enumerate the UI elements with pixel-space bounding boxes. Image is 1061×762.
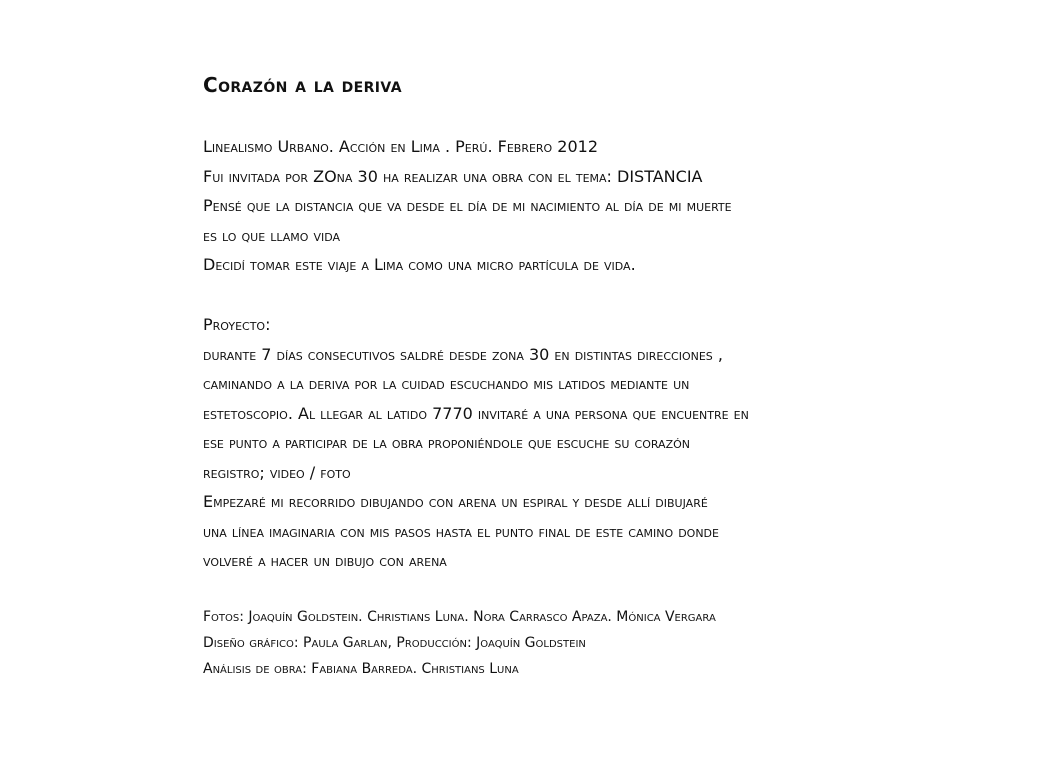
project-heading: Proyecto: [203, 315, 271, 334]
credit-analysis: Análisis de obra: Fabiana Barreda. Christians Luna [203, 661, 519, 677]
credit-design: Diseño gráfico: Paula Garlan, Producción: Joaquín Goldstein [203, 635, 586, 651]
project-line: durante 7 días consecutivos saldré desde zona 30 en distintas direcciones , [203, 344, 723, 364]
project-paragraph [203, 310, 749, 576]
project-line: estetoscopio. Al llegar al latido 7770 invitaré a una persona que encuentre en [203, 403, 749, 423]
intro-paragraph [203, 132, 732, 280]
intro-line: Linealismo Urbano. Acción en Lima . Perú. Febrero 2012 [203, 137, 599, 156]
project-line: una línea imaginaria con mis pasos hasta el punto final de este camino donde [203, 521, 719, 541]
project-line: registro; video / foto [203, 462, 351, 482]
project-line: volveré a hacer un dibujo con arena [203, 551, 447, 570]
project-line: Empezaré mi recorrido dibujando con arena un espiral y desde allí dibujaré [203, 492, 708, 511]
credits [203, 604, 716, 682]
page-title: Corazón a la deriva [203, 73, 402, 97]
intro-line: Decidí tomar este viaje a Lima como una micro partícula de vida. [203, 255, 636, 274]
intro-line: Fui invitada por ZOna 30 ha realizar una obra con el tema: DISTANCIA [203, 166, 703, 186]
credit-photos: Fotos: Joaquín Goldstein. Christians Luna. Nora Carrasco Apaza. Mónica Vergara [203, 609, 716, 625]
intro-line: Pensé que la distancia que va desde el día de mi nacimiento al día de mi muerte [203, 196, 732, 215]
project-line: ese punto a participar de la obra proponiéndole que escuche su corazón [203, 433, 691, 452]
intro-line: es lo que llamo vida [203, 225, 341, 245]
project-line: caminando a la deriva por la cuidad escuchando mis latidos mediante un [203, 374, 690, 393]
